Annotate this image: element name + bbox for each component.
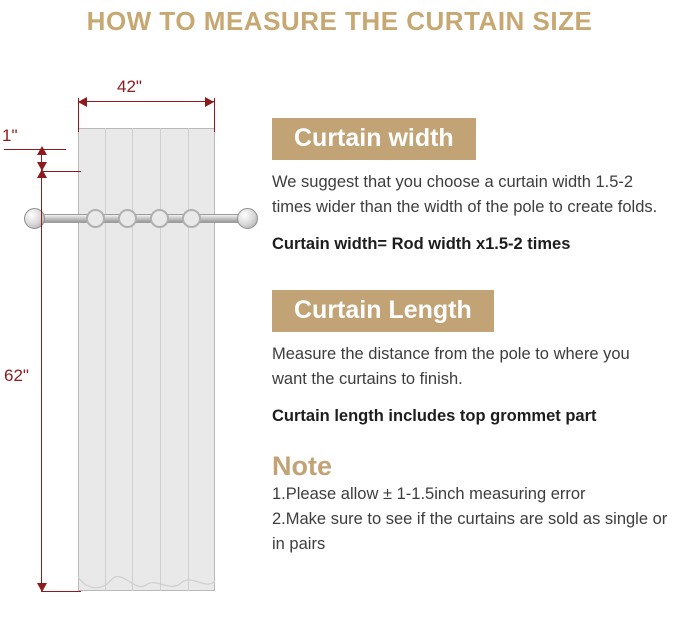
info-column <box>272 118 672 557</box>
grommet-dimension-top-line <box>4 149 66 150</box>
height-arrow-down-icon <box>37 583 47 592</box>
grommet-icon <box>182 209 201 228</box>
width-arrow-left-icon <box>78 97 87 107</box>
page-title: HOW TO MEASURE THE CURTAIN SIZE <box>86 6 593 36</box>
grommet-icon <box>118 209 137 228</box>
curtain-width-heading: Curtain width <box>272 118 476 160</box>
section-spacer <box>272 428 672 450</box>
curtain-length-formula: Curtain length includes top grommet part <box>272 407 597 425</box>
curtain-diagram <box>0 70 275 626</box>
section-spacer <box>272 256 672 290</box>
curtain-fold-line <box>105 128 106 591</box>
width-arrow-right-icon <box>205 97 214 107</box>
grommet-icon <box>150 209 169 228</box>
curtain-length-heading: Curtain Length <box>272 290 494 332</box>
note-heading: Note <box>272 451 332 481</box>
curtain-fold-line <box>132 128 133 591</box>
height-arrow-up-icon <box>37 169 47 178</box>
height-dimension-label: 62" <box>4 366 29 385</box>
grommet-icon <box>86 209 105 228</box>
note-line-1: 1.Please allow ± 1-1.5inch measuring error <box>272 485 586 503</box>
height-dimension-line <box>41 171 42 591</box>
width-extension-right <box>214 98 215 132</box>
curtain-width-body: We suggest that you choose a curtain width 1.5-2 times wider than the width of the pole to create folds. <box>272 173 658 216</box>
curtain-width-formula: Curtain width= Rod width x1.5-2 times <box>272 235 571 253</box>
curtain-length-body: Measure the distance from the pole to where you want the curtains to finish. <box>272 345 630 388</box>
curtain-fold-line <box>160 128 161 591</box>
grommet-arrow-up-icon <box>37 146 47 155</box>
curtain-hem <box>78 575 215 597</box>
curtain-fold-line <box>188 128 189 591</box>
grommet-dimension-label: 1" <box>2 126 18 145</box>
curtain-panel-shape <box>78 128 215 591</box>
rod-finial-right-icon <box>237 208 258 229</box>
curtain-rod <box>30 214 252 223</box>
height-extension-bottom <box>41 591 81 592</box>
width-dimension-line <box>78 101 214 102</box>
height-extension-top <box>41 171 81 172</box>
note-line-2: 2.Make sure to see if the curtains are sold as single or in pairs <box>272 510 668 553</box>
width-dimension-label: 42" <box>117 77 142 96</box>
